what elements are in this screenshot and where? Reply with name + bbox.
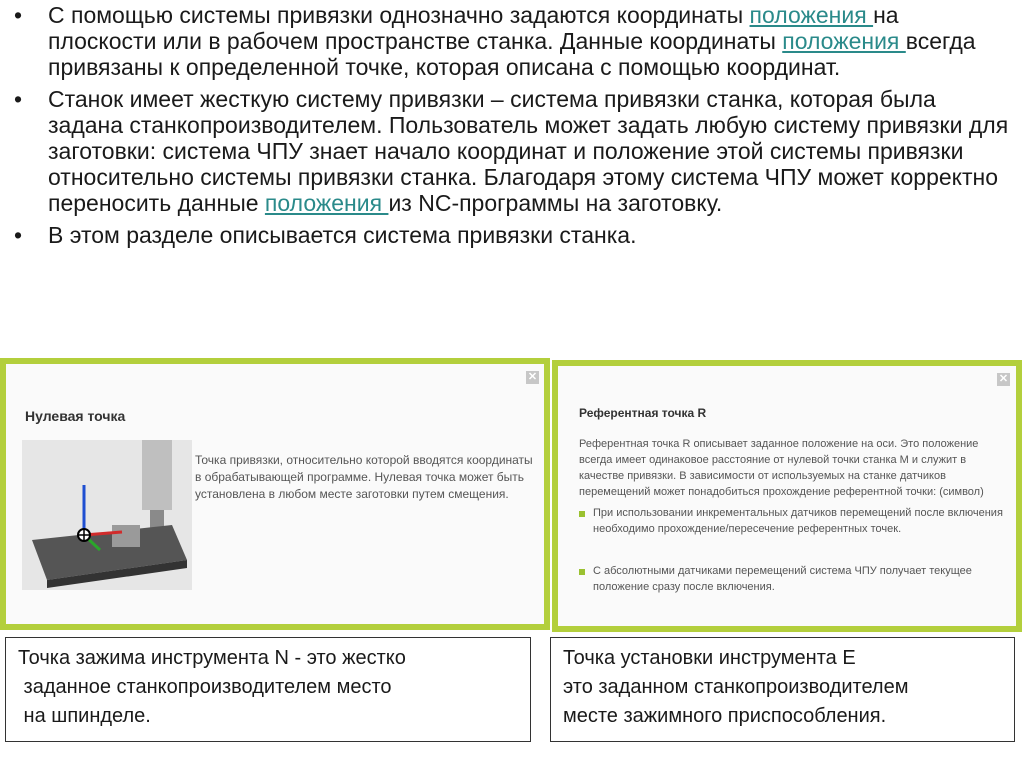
bullet-text-2: Станок имеет жесткую систему привязки – система привязки станка, которая была задана станкопроизводителем. Пользователь может задать любую систему привязки для заготовки: система ЧПУ знает начало координат и положение этой системы привязки относительно системы привязки станка. Благодаря этому система ЧПУ может корректно переносить данные положения из NC-программы на заготовку. <box>48 86 1009 216</box>
bullet-text-3: В этом разделе описывается система привязки станка. <box>48 222 637 248</box>
square-bullet-icon <box>579 569 585 575</box>
bullet-dot: • <box>14 86 23 112</box>
link-polozheniya[interactable]: положения <box>782 28 906 54</box>
tool-clamp-point-caption: Точка зажима инструмента N - это жестко заданное станкопроизводителем место на шпинделе. <box>5 637 531 742</box>
link-polozheniya[interactable]: положения <box>749 2 874 28</box>
machine-illustration-image <box>22 440 192 590</box>
bullet-list <box>0 2 1010 254</box>
bullet-text-1: С помощью системы привязки однозначно задаются координаты положения на плоскости или в рабочем пространстве станка. Данные координаты положения всегда привязаны к определенной точке, которая описана с помощью координат. <box>48 2 976 80</box>
list-item: С абсолютными датчиками перемещений система ЧПУ получает текущее положение сразу после включения. <box>579 563 1023 595</box>
square-bullet-icon <box>579 511 585 517</box>
close-icon[interactable]: ✕ <box>527 371 538 383</box>
zero-point-title: Нулевая точка <box>25 408 126 424</box>
bullet-dot: • <box>14 2 23 28</box>
bullet-dot: • <box>14 222 23 248</box>
reference-point-description: Референтная точка R описывает заданное положение на оси. Это положение всегда имеет одинаковое расстояние от нулевой точки станка M и служит в качестве привязки. В зависимости от используемых на станке датчиков перемещений может понадобиться прохождение референтной точки: (символ) <box>579 438 984 498</box>
zero-point-description: Точка привязки, относительно которой вводятся координаты в обрабатывающей программе. Нулевая точка может быть установлена в любом месте заготовки путем смещения. <box>195 453 533 501</box>
bullet-item-2 <box>0 86 1010 216</box>
link-polozheniya[interactable]: положения <box>264 190 389 216</box>
close-icon[interactable]: ✕ <box>998 373 1009 385</box>
bullet-item-3 <box>0 222 1010 248</box>
reference-point-title: Референтная точка R <box>579 406 707 420</box>
bullet-item-1 <box>0 2 1010 80</box>
list-item: При использовании инкрементальных датчиков перемещений после включения необходимо прохождение/пересечение референтных точек. <box>579 505 1023 537</box>
tool-setting-point-caption: Точка установки инструмента E это заданном станкопроизводителем месте зажимного приспособления. <box>550 637 1015 742</box>
